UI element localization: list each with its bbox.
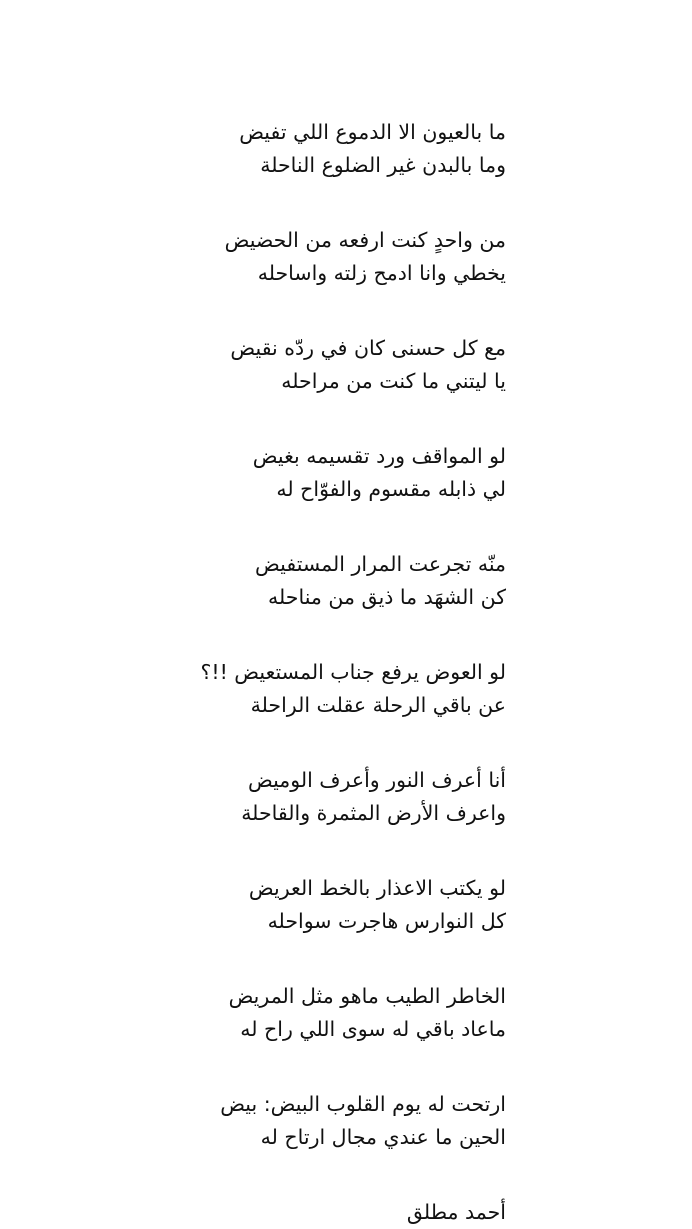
verse-line: كن الشهَد ما ذيق من مناحله (268, 585, 506, 609)
verse-line: ارتحت له يوم القلوب البيض: بيض (220, 1092, 506, 1116)
verse-line: لو المواقف ورد تقسيمه بغيض (252, 444, 506, 468)
verse-line: ماعاد باقي له سوى اللي راح له (240, 1017, 506, 1041)
poem (0, 116, 692, 1229)
verse-line: أنا أعرف النور وأعرف الوميض (247, 768, 506, 792)
verse-line: الحين ما عندي مجال ارتاح له (260, 1125, 506, 1149)
stanza-2 (186, 224, 506, 290)
stanza-8 (186, 872, 506, 938)
stanza-3 (186, 332, 506, 398)
verse-line: لي ذابله مقسوم والفوّاح له (276, 477, 506, 501)
verse-line: وما بالبدن غير الضلوع الناحلة (260, 153, 506, 177)
verse-line: يخطي وانا ادمح زلته واساحله (257, 261, 506, 285)
verse-line: ما بالعيون الا الدموع اللي تفيض (239, 120, 506, 144)
verse-line: من واحدٍ كنت ارفعه من الحضيض (224, 228, 506, 252)
verse-line: منّه تجرعت المرار المستفيض (255, 552, 506, 576)
verse-line: كل النوارس هاجرت سواحله (267, 909, 506, 933)
verse-line: لو العوض يرفع جناب المستعيض !!؟ (200, 660, 506, 684)
stanza-9 (186, 980, 506, 1046)
verse-line: واعرف الأرض المثمرة والقاحلة (241, 801, 506, 825)
verse-line: لو يكتب الاعذار بالخط العريض (248, 876, 506, 900)
verse-line: الخاطر الطيب ماهو مثل المريض (228, 984, 506, 1008)
stanza-6 (186, 656, 506, 722)
stanza-4 (186, 440, 506, 506)
author-name: أحمد مطلق (406, 1200, 506, 1224)
verse-line: عن باقي الرحلة عقلت الراحلة (250, 693, 506, 717)
stanza-7 (186, 764, 506, 830)
verse-line: مع كل حسنى كان في ردّه نقيض (230, 336, 506, 360)
stanza-1 (186, 116, 506, 182)
verse-line: يا ليتني ما كنت من مراحله (281, 369, 506, 393)
stanza-5 (186, 548, 506, 614)
stanza-10 (186, 1088, 506, 1154)
